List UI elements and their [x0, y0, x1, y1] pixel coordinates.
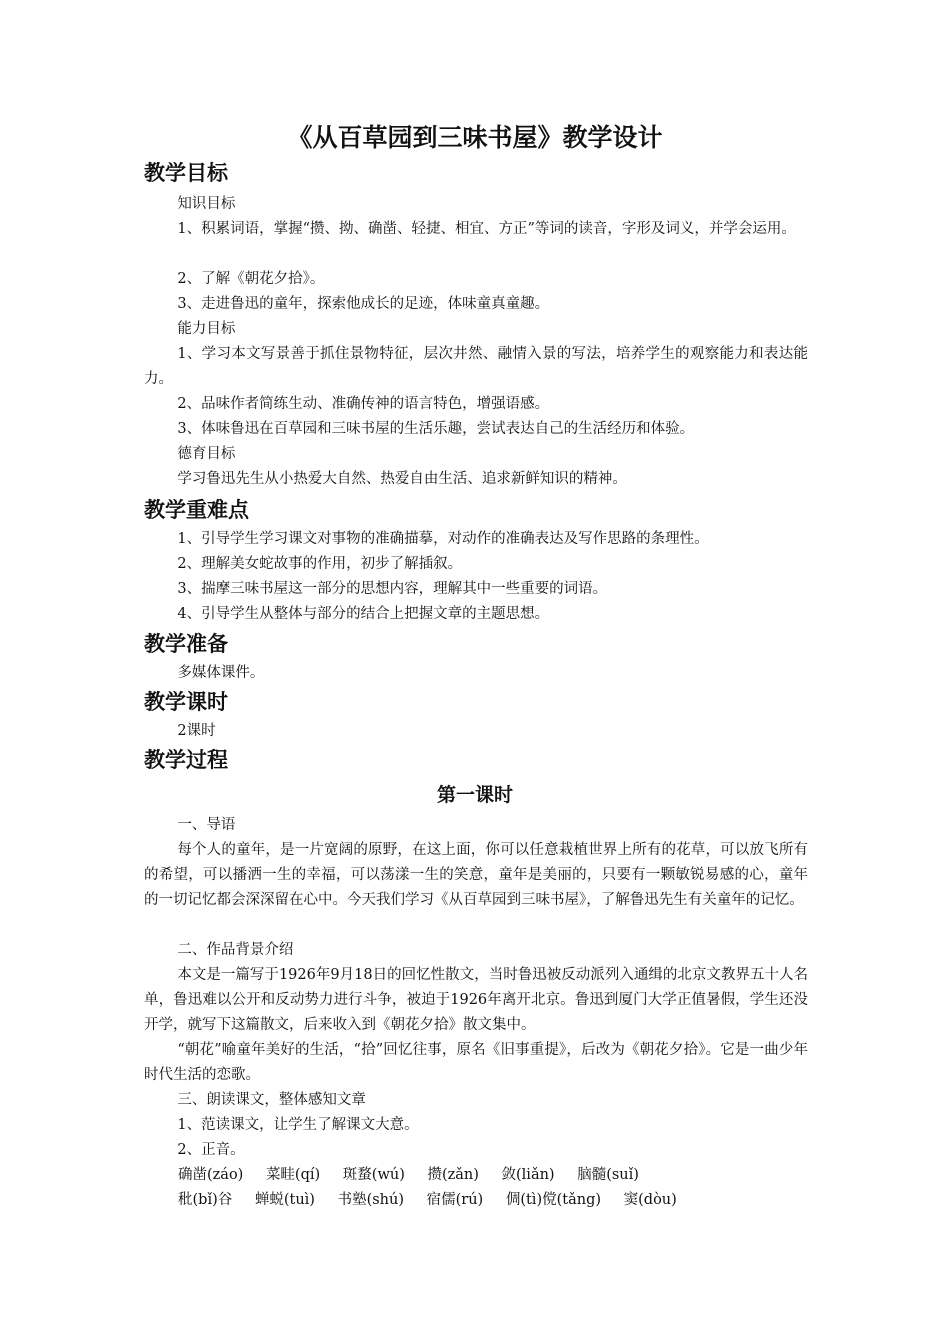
class-hours-text: 2课时 [177, 723, 216, 739]
pinyin-word: 书塾(shú) [337, 1192, 405, 1208]
heading-key-points: 教学重难点 [144, 498, 249, 522]
step-3-title: 三、朗读课文，整体感知文章 [177, 1092, 366, 1108]
step-1-title: 一、导语 [177, 817, 236, 833]
key-point-4: 4、引导学生从整体与部分的结合上把握文章的主题思想。 [177, 606, 550, 622]
pinyin-row-1 [178, 1163, 657, 1188]
step-2-text-1: 本文是一篇写于1926年9月18日的回忆性散文，当时鲁迅被反动派列入通缉的北京文教界五十人名单，鲁迅难以公开和反动势力进行斗争，被迫于1926年离开北京。鲁迅到厦门大学正值暑假，学生还没开学，就写下这篇散文，后来收入到《朝花夕拾》散文集中。 [144, 967, 808, 1033]
key-point-1: 1、引导学生学习课文对事物的准确描摹，对动作的准确表达及写作思路的条理性。 [177, 531, 709, 547]
label-ability-goals: 能力目标 [177, 321, 236, 337]
moral-goal-1: 学习鲁迅先生从小热爱大自然、热爱自由生活、追求新鲜知识的精神。 [177, 471, 627, 487]
ability-goal-3: 3、体味鲁迅在百草园和三味书屋的生活乐趣，尝试表达自己的生活经历和体验。 [177, 421, 695, 437]
step-3-item-1: 1、范读课文，让学生了解课文大意。 [177, 1117, 419, 1133]
pinyin-word: 脑髓(suǐ) [577, 1167, 639, 1183]
key-point-2: 2、理解美女蛇故事的作用，初步了解插叙。 [177, 556, 463, 572]
step-1-text: 每个人的童年，是一片宽阔的原野，在这上面，你可以任意栽植世界上所有的花草，可以放飞所有的希望，可以播洒一生的幸福，可以荡漾一生的笑意，童年是美丽的，只要有一颗敏锐易感的心，童年的一切记忆都会深深留在心中。今天我们学习《从百草园到三味书屋》，了解鲁迅先生有关童年的记忆。 [144, 842, 808, 908]
pinyin-word: 蝉蜕(tuì) [254, 1192, 315, 1208]
lesson-1-title: 第一课时 [436, 784, 513, 806]
step-2-title: 二、作品背景介绍 [177, 942, 294, 958]
ability-goal-1: 1、学习本文写景善于抓住景物特征，层次井然、融情入景的写法，培养学生的观察能力和表达能力。 [144, 346, 808, 387]
key-point-3: 3、揣摩三味书屋这一部分的思想内容，理解其中一些重要的词语。 [177, 581, 608, 597]
label-moral-goals: 德育目标 [177, 446, 236, 462]
preparation-text: 多媒体课件。 [177, 665, 265, 681]
pinyin-word: 倜(tì)傥(tǎng) [505, 1192, 602, 1208]
pinyin-word: 斑蝥(wú) [342, 1167, 405, 1183]
label-knowledge-goals: 知识目标 [177, 196, 236, 212]
pinyin-row-2 [178, 1188, 695, 1213]
pinyin-word: 宿儒(rú) [426, 1192, 484, 1208]
knowledge-goal-3: 3、走进鲁迅的童年，探索他成长的足迹，体味童真童趣。 [177, 296, 550, 312]
ability-goal-2: 2、品味作者简练生动、准确传神的语言特色，增强语感。 [177, 396, 550, 412]
heading-process: 教学过程 [144, 748, 228, 772]
heading-goals: 教学目标 [144, 161, 228, 185]
document-title: 《从百草园到三味书屋》教学设计 [287, 123, 663, 152]
pinyin-word: 敛(liǎn) [501, 1167, 555, 1183]
pinyin-word: 菜畦(qí) [265, 1167, 321, 1183]
heading-class-hours: 教学课时 [144, 690, 228, 714]
knowledge-goal-2: 2、了解《朝花夕拾》。 [177, 271, 325, 287]
pinyin-word: 窦(dòu) [623, 1192, 677, 1208]
knowledge-goal-1: 1、积累词语，掌握“攒、拗、确凿、轻捷、相宜、方正”等词的读音，字形及词义，并学会运用。 [177, 221, 796, 237]
pinyin-word: 确凿(záo) [178, 1167, 244, 1183]
pinyin-word: 秕(bǐ)谷 [178, 1192, 233, 1208]
pinyin-word: 攒(zǎn) [427, 1167, 479, 1183]
step-3-item-2: 2、正音。 [177, 1142, 245, 1158]
step-2-text-2: “朝花”喻童年美好的生活，“拾”回忆往事，原名《旧事重提》，后改为《朝花夕拾》。它是一曲少年时代生活的恋歌。 [144, 1042, 808, 1083]
heading-preparation: 教学准备 [144, 632, 228, 656]
